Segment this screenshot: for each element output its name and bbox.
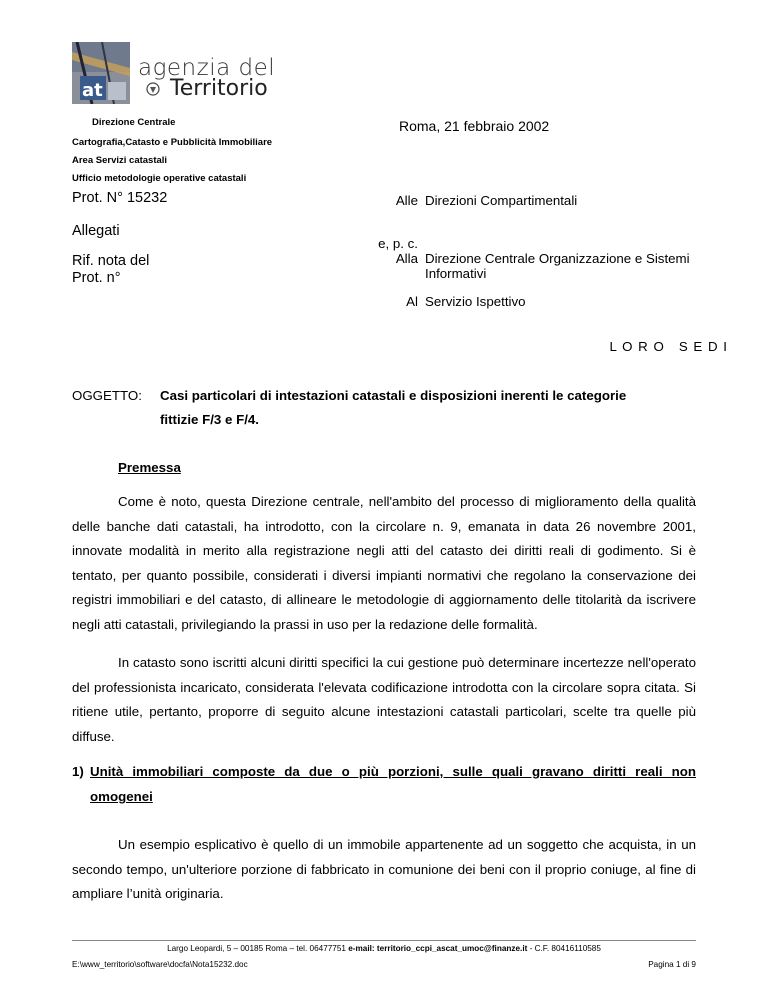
dept-line-4: Ufficio metodologie operative catastali <box>72 173 247 184</box>
premessa-heading: Premessa <box>118 460 181 475</box>
agency-logo-icon <box>72 42 130 104</box>
prot-n-label: Prot. n° <box>72 270 121 286</box>
footer-file-path: E:\www_territorio\software\docfa\Nota15232.doc <box>72 960 248 969</box>
footer-contacts <box>72 944 696 953</box>
alla-recipient-line2: Informativi <box>425 266 487 281</box>
section1-paragraph: Un esempio esplicativo è quello di un immobile appartenente ad un soggetto che acquista, in un secondo tempo, un'ulteriore porzione di fabbricato in comunione dei beni con il proprio coniuge, al fine di ampliare l’unità originaria. <box>72 837 696 901</box>
al-recipient: Servizio Ispettivo <box>425 294 526 309</box>
dept-line-2: Cartografia,Catasto e Pubblicità Immobiliare <box>72 137 273 148</box>
subject-line2: fittizie F/3 e F/4. <box>160 412 260 427</box>
al-label: Al <box>406 294 418 309</box>
footer-divider <box>72 940 696 941</box>
rif-nota-label: Rif. nota del <box>72 253 150 269</box>
logo-line1: agenzia del <box>138 55 276 81</box>
logo-line2: Territorio <box>170 76 268 101</box>
dept-line-1: Direzione Centrale <box>92 117 176 128</box>
svg-text:at: at <box>82 80 103 101</box>
footer-page-number: Pagina 1 di 9 <box>648 960 696 969</box>
alle-label: Alle <box>395 193 418 208</box>
section1-number: 1) <box>72 764 84 779</box>
loro-sedi: L O R O S E D I <box>609 339 728 354</box>
alle-recipient: Direzioni Compartimentali <box>425 193 578 208</box>
alla-label: Alla <box>395 251 418 266</box>
letter-date: Roma, 21 febbraio 2002 <box>399 118 550 134</box>
protocol-number: Prot. N° 15232 <box>72 190 168 206</box>
footer-address: Largo Leopardi, 5 – 00185 Roma – tel. 06477751 <box>167 944 346 953</box>
subject-label: OGGETTO: <box>72 388 142 403</box>
section1-heading-line2: omogenei <box>90 789 153 804</box>
section1-heading-line1: Unità immobiliari composte da due o più porzioni, sulle quali gravano diritti reali non <box>90 764 696 779</box>
alla-recipient-line1: Direzione Centrale Organizzazione e Sistemi <box>425 251 690 266</box>
footer-cf: - C.F. 80416110585 <box>527 944 601 953</box>
emblem-icon <box>146 81 160 97</box>
premessa-paragraph-1: Come è noto, questa Direzione centrale, nell'ambito del processo di miglioramento della qualità delle banche dati catastali, ha introdotto, con la circolare n. 9, emanata in data 26 novembre 2001, innovate modalità in merito alla registrazione negli atti del catasto dei diritti reali di godimento. Si è tentato, per quanto possibile, considerati i diversi impianti normativi che regolano la conservazione dei registri immobiliari e del catasto, di allineare le metodologie di aggiornamento delle titolarità da iscrivere negli atti catastali, privilegiando la prassi in uso per la redazione delle formalità. <box>72 494 696 632</box>
premessa-paragraph-2: In catasto sono iscritti alcuni diritti specifici la cui gestione può determinare incertezze nell'operato del professionista incaricato, considerata l'elevata codificazione introdotta con la circolare sopra citata. Si ritiene utile, pertanto, proporre di seguito alcune intestazioni catastali particolari, scelte tra quelle più diffuse. <box>72 655 696 744</box>
subject-line1: Casi particolari di intestazioni catastali e disposizioni inerenti le categorie <box>160 388 627 403</box>
dept-line-3: Area Servizi catastali <box>72 155 168 166</box>
footer-email: e-mail: territorio_ccpi_ascat_umoc@finanze.it <box>348 944 528 953</box>
epc-label: e, p. c. <box>378 236 418 251</box>
allegati-label: Allegati <box>72 223 120 239</box>
